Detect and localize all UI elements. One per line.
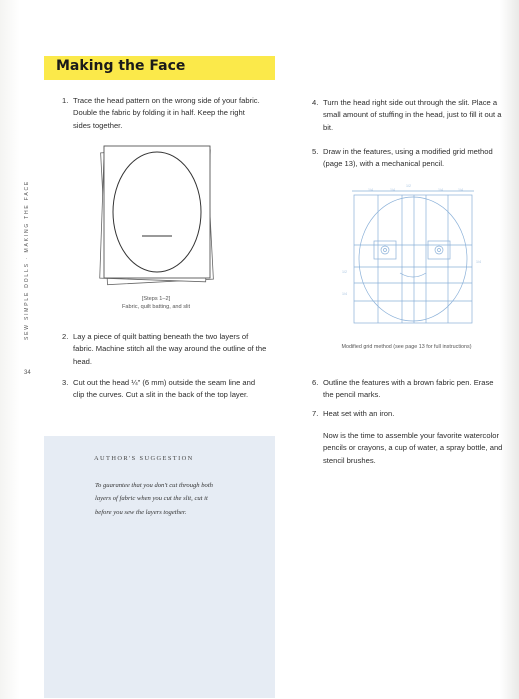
step-number: 4. [312,98,319,107]
step-number: 2. [62,332,69,341]
step-1 [62,95,262,132]
step-text: Cut out the head ¼" (6 mm) outside the seam line and clip the curves. Cut a slit in the back of the top layer. [73,378,256,400]
figure-right-caption: Modified grid method (see page 13 for full instructions) [341,344,472,350]
running-head: SEW SIMPLE DOLLS · MAKING THE FACE [24,179,30,340]
step-text: Lay a piece of quilt batting beneath the two layers of fabric. Machine stitch all the way around the outline of the head. [73,332,267,366]
fabric-figure [92,140,222,290]
caption-steps: [Steps 1–2] [141,296,171,302]
step-2 [62,331,267,368]
step-text: Draw in the features, using a modified grid method (page 13), with a mechanical pencil. [323,147,493,169]
caption-desc: Fabric, quilt batting, and slit [121,304,191,310]
step-3 [62,377,262,402]
svg-text:1/4: 1/4 [438,188,443,192]
step-number: 7. [312,409,319,418]
page-title: Making the Face [56,58,186,74]
step-4 [312,97,504,134]
step-number: 3. [62,378,69,387]
suggestion-body: To guarantee that you don't cut through both layers of fabric when you cut the slit, cut it before you sew the layers together. [95,482,213,516]
figure-left-caption [116,295,196,311]
page-number: 34 [24,370,31,376]
suggestion-heading: AUTHOR'S SUGGESTION [94,455,194,462]
step-text: Outline the features with a brown fabric pen. Erase the pencil marks. [323,378,494,400]
step-number: 5. [312,147,319,156]
svg-text:1/4: 1/4 [342,292,347,296]
step-5 [312,146,504,171]
grid-method-figure [342,183,487,333]
svg-text:1/2: 1/2 [406,184,411,188]
author-suggestion-box [44,436,275,698]
step-7 [312,408,504,420]
svg-text:1/2: 1/2 [342,270,347,274]
step-number: 1. [62,96,69,105]
step-6 [312,377,504,402]
svg-text:1/4: 1/4 [458,188,463,192]
step-text: Heat set with an iron. [323,409,395,419]
step-number: 6. [312,378,319,387]
step-text: Turn the head right side out through the slit. Place a small amount of stuffing in the head, just to fill it out a bit. [323,98,502,132]
step-text: Trace the head pattern on the wrong side of your fabric. Double the fabric by folding it in half. Keep the right sides together. [73,96,260,130]
closing-paragraph: Now is the time to assemble your favorite watercolor pencils or crayons, a cup of water, a spray bottle, and stencil brushes. [323,431,503,465]
svg-text:1/4: 1/4 [368,188,373,192]
svg-text:1/4: 1/4 [390,188,395,192]
svg-text:1/4: 1/4 [476,260,481,264]
